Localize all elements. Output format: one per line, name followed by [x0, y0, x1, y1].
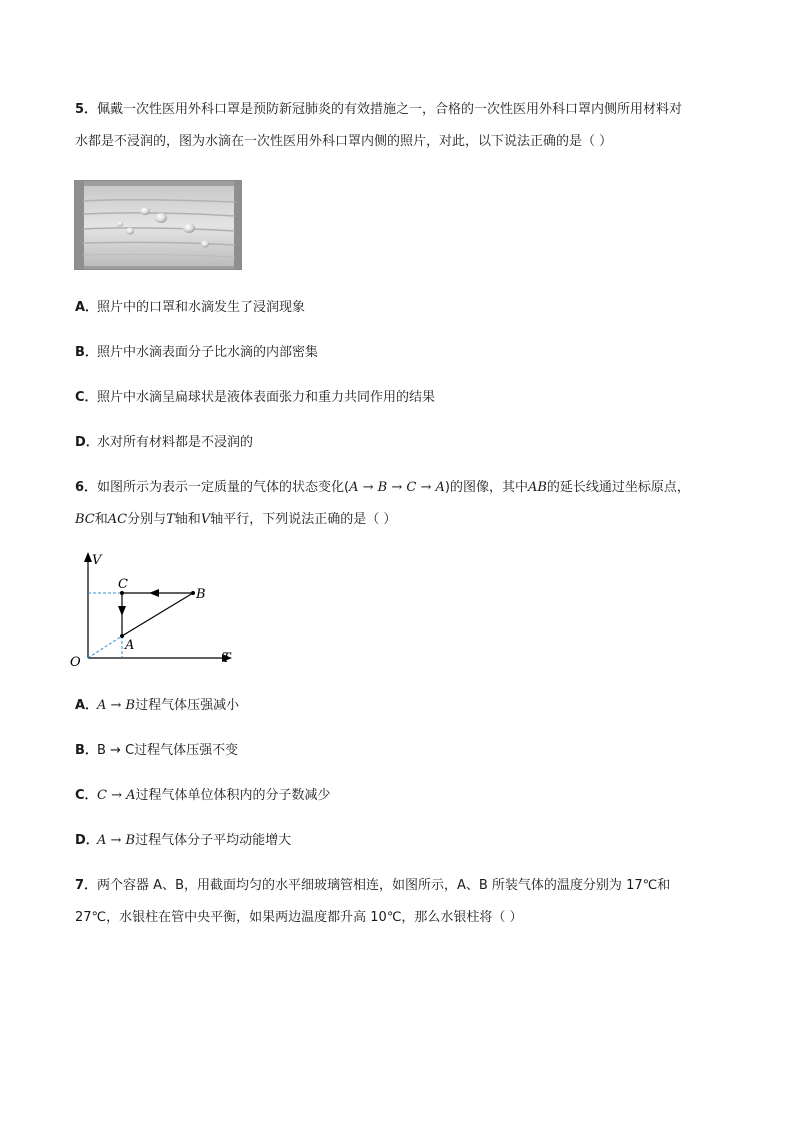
q6-segment-ab: AB — [527, 480, 547, 495]
q5-option-b[interactable] — [75, 344, 318, 362]
option-letter: B． — [75, 743, 98, 758]
option-letter: C． — [75, 390, 98, 405]
option-text: 水对所有材料都是不浸润的 — [97, 435, 254, 450]
q6-stem-text: 轴平行，下列说法正确的是（ ） — [210, 512, 397, 527]
q6-stem-line-1 — [75, 479, 690, 497]
q5-stem-text-1: 佩戴一次性医用外科口罩是预防新冠肺炎的有效措施之一，合格的一次性医用外科口罩内侧所用材料对 — [97, 102, 683, 117]
q5-option-d[interactable] — [75, 434, 253, 452]
q5-number: 5． — [75, 102, 98, 117]
q6-option-d[interactable] — [75, 832, 291, 850]
q6-process-math: A → B → C → A — [349, 480, 445, 495]
q6-axis-v: V — [200, 512, 211, 527]
option-text: 过程气体单位体积内的分子数减少 — [135, 788, 331, 803]
option-letter: D． — [75, 833, 99, 848]
option-math: A → B — [97, 833, 136, 848]
option-math: B → C — [97, 743, 135, 758]
q6-number: 6． — [75, 480, 98, 495]
q6-stem-text: 和 — [94, 512, 108, 527]
q7-stem-line-1 — [75, 877, 670, 895]
option-letter: D． — [75, 435, 99, 450]
diagram-label-o: O — [70, 655, 81, 670]
q6-stem-text: 分别与 — [127, 512, 167, 527]
q7-number: 7． — [75, 878, 98, 893]
option-letter: A． — [75, 300, 99, 315]
option-text: 照片中水滴表面分子比水滴的内部密集 — [97, 345, 319, 360]
option-math: C → A — [97, 788, 136, 803]
q5-stem-text-2: 水都是不浸润的，图为水滴在一次性医用外科口罩内侧的照片，对此，以下说法正确的是（ ） — [75, 134, 613, 149]
q6-option-b[interactable] — [75, 742, 238, 760]
diagram-label-v: V — [92, 553, 102, 568]
option-math: A → B — [97, 698, 136, 713]
q6-segment-ac: AC — [107, 512, 128, 527]
diagram-label-a: A — [125, 638, 135, 653]
vt-diagram — [62, 548, 242, 677]
q6-stem-line-2 — [75, 511, 396, 529]
q5-stem-line-2 — [75, 133, 612, 151]
q7-stem-text-1: 两个容器 A、B，用截面均匀的水平细玻璃管相连，如图所示，A、B 所装气体的温度分别为 17℃和 — [97, 878, 671, 893]
q6-option-c[interactable] — [75, 787, 331, 805]
option-letter: A． — [75, 698, 99, 713]
option-text: 照片中水滴呈扁球状是液体表面张力和重力共同作用的结果 — [97, 390, 436, 405]
option-letter: C． — [75, 788, 98, 803]
q6-stem-text: 轴和 — [174, 512, 201, 527]
q6-axis-t: T — [166, 512, 175, 527]
q6-stem-text: )的图像，其中 — [444, 480, 528, 495]
mask-water-droplet-photo — [74, 180, 242, 270]
option-text: 照片中的口罩和水滴发生了浸润现象 — [97, 300, 306, 315]
option-text: 过程气体分子平均动能增大 — [135, 833, 292, 848]
diagram-label-b: B — [196, 587, 206, 602]
q5-option-a[interactable] — [75, 299, 305, 317]
q6-option-a[interactable] — [75, 697, 239, 715]
option-text: 过程气体压强不变 — [134, 743, 239, 758]
q6-stem-text: 的延长线通过坐标原点， — [546, 480, 690, 495]
q5-option-c[interactable] — [75, 389, 435, 407]
q7-stem-text-2: 27℃，水银柱在管中央平衡，如果两边温度都升高 10℃，那么水银柱将（ ） — [75, 910, 523, 925]
q6-segment-bc: BC — [75, 512, 95, 527]
q6-stem-text: 如图所示为表示一定质量的气体的状态变化( — [97, 480, 350, 495]
diagram-label-c: C — [118, 577, 128, 592]
q5-stem-line-1 — [75, 101, 682, 119]
option-text: 过程气体压强减小 — [135, 698, 240, 713]
q7-stem-line-2 — [75, 909, 523, 927]
option-letter: B． — [75, 345, 98, 360]
diagram-label-t: T — [222, 651, 231, 666]
